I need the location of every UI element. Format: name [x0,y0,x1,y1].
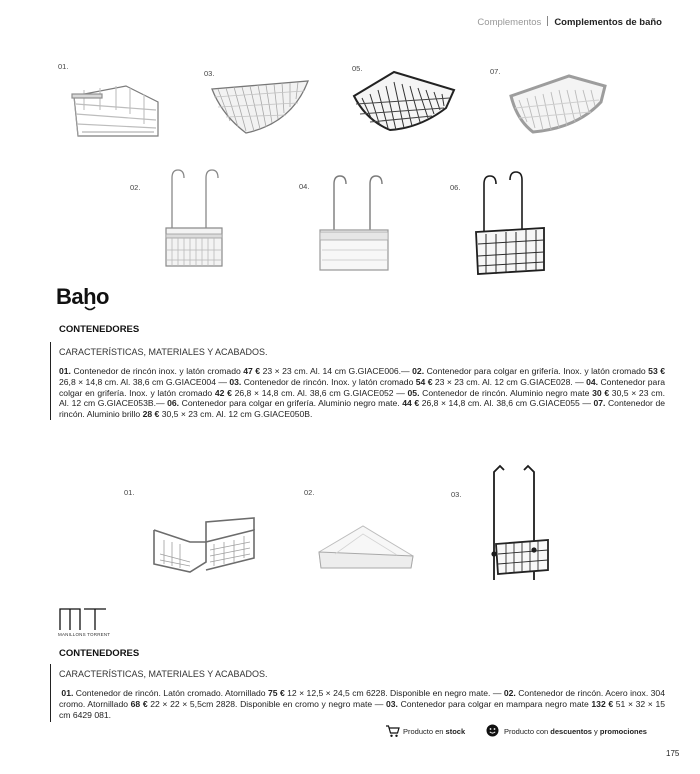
brand-logo-mt-caption: MANILLONS TORRENT [58,632,111,637]
header-current: Complementos de baño [554,17,662,28]
brand-logo-mt [58,606,108,632]
section1-description: 01. Contenedor de rincón inox. y latón cromado 47 € 23 × 23 cm. Al. 14 cm G.GIACE006.— 02. Contenedor para colgar en grifería. Inox. y latón cromado 53 € 26,8 × 14,8 cm. Al. 38,6 cm G.GIACE004 — 03. Contenedor de rincón. Inox. y latón cromado 54 € 23 × 23 cm. Al. 12 cm G.GIACE028. — 04. Contenedor para colgar en grifería. Inox. y latón cromado 42 € 26,8 × 14,8 cm. Al. 38,6 cm G.GIACE052 — 05. Contenedor de rincón. Aluminio negro mate 30 € 30,5 × 23 cm. Al. 12 cm G.GIACE053B.— 06. Contenedor para colgar en grifería. Aluminio negro mate. 44 € 26,8 × 14,8 cm. Al. 38,6 cm G.GIACE055 — 07. Contenedor de rincón. Aluminio brillo 28 € 30,5 × 23 cm. Al. 12 cm G.GIACE050B. [59,366,665,420]
product-image-02 [160,166,230,272]
section1-title: CONTENEDORES [59,324,140,335]
product-image-mt-01 [150,514,262,576]
header-section: Complementos [477,17,542,28]
product-image-07 [505,72,609,138]
smiley-promo-icon [486,724,499,737]
gallery1-label-07: 07. [490,67,501,76]
gallery1-label-02: 02. [130,183,141,192]
mount-clip-left-icon [491,551,496,556]
page-header [477,16,662,28]
section2-description: 01. Contenedor de rincón. Latón cromado. Atornillado 75 € 12 × 12,5 × 24,5 cm 6228. Disponible en negro mate. — 02. Contenedor de rincón. Acero inox. 304 cromo. Atornillado 68 € 22 × 22 × 5,5cm 2828. Disponible en cromo y negro mate — 03. Contenedor para colgar en mampara negro mate 132 € 51 × 32 × 15 cm 6429 081. [59,688,665,720]
product-image-06 [470,170,550,280]
gallery2-label-03: 03. [451,490,462,499]
gallery1-label-06: 06. [450,183,461,192]
section1-rule [50,342,51,420]
shopping-cart-icon [385,724,400,738]
product-image-04 [316,170,394,274]
brand-logo-baho: Baho [56,284,109,309]
section2-rule [50,664,51,722]
product-image-mt-02 [315,522,415,576]
header-separator [547,16,548,26]
product-image-03 [208,75,312,139]
section1-subtitle: CARACTERÍSTICAS, MATERIALES Y ACABADOS. [59,347,268,357]
gallery1-label-01: 01. [58,62,69,71]
page-number: 175 [666,749,680,758]
product-image-mt-03 [484,462,554,584]
section2-subtitle: CARACTERÍSTICAS, MATERIALES Y ACABADOS. [59,669,268,679]
gallery1-label-05: 05. [352,64,363,73]
legend-stock: Producto en stock [403,727,466,736]
product-image-05 [350,68,458,136]
product-image-01 [70,80,162,142]
gallery1-label-03: 03. [204,69,215,78]
mount-clip-right-icon [531,547,536,552]
gallery1-label-04: 04. [299,182,310,191]
gallery2-label-02: 02. [304,488,315,497]
legend-promotions: Producto con descuentos y promociones [504,727,647,736]
gallery2-label-01: 01. [124,488,135,497]
brand-logo-smile-icon [84,306,96,312]
section2-title: CONTENEDORES [59,648,140,659]
